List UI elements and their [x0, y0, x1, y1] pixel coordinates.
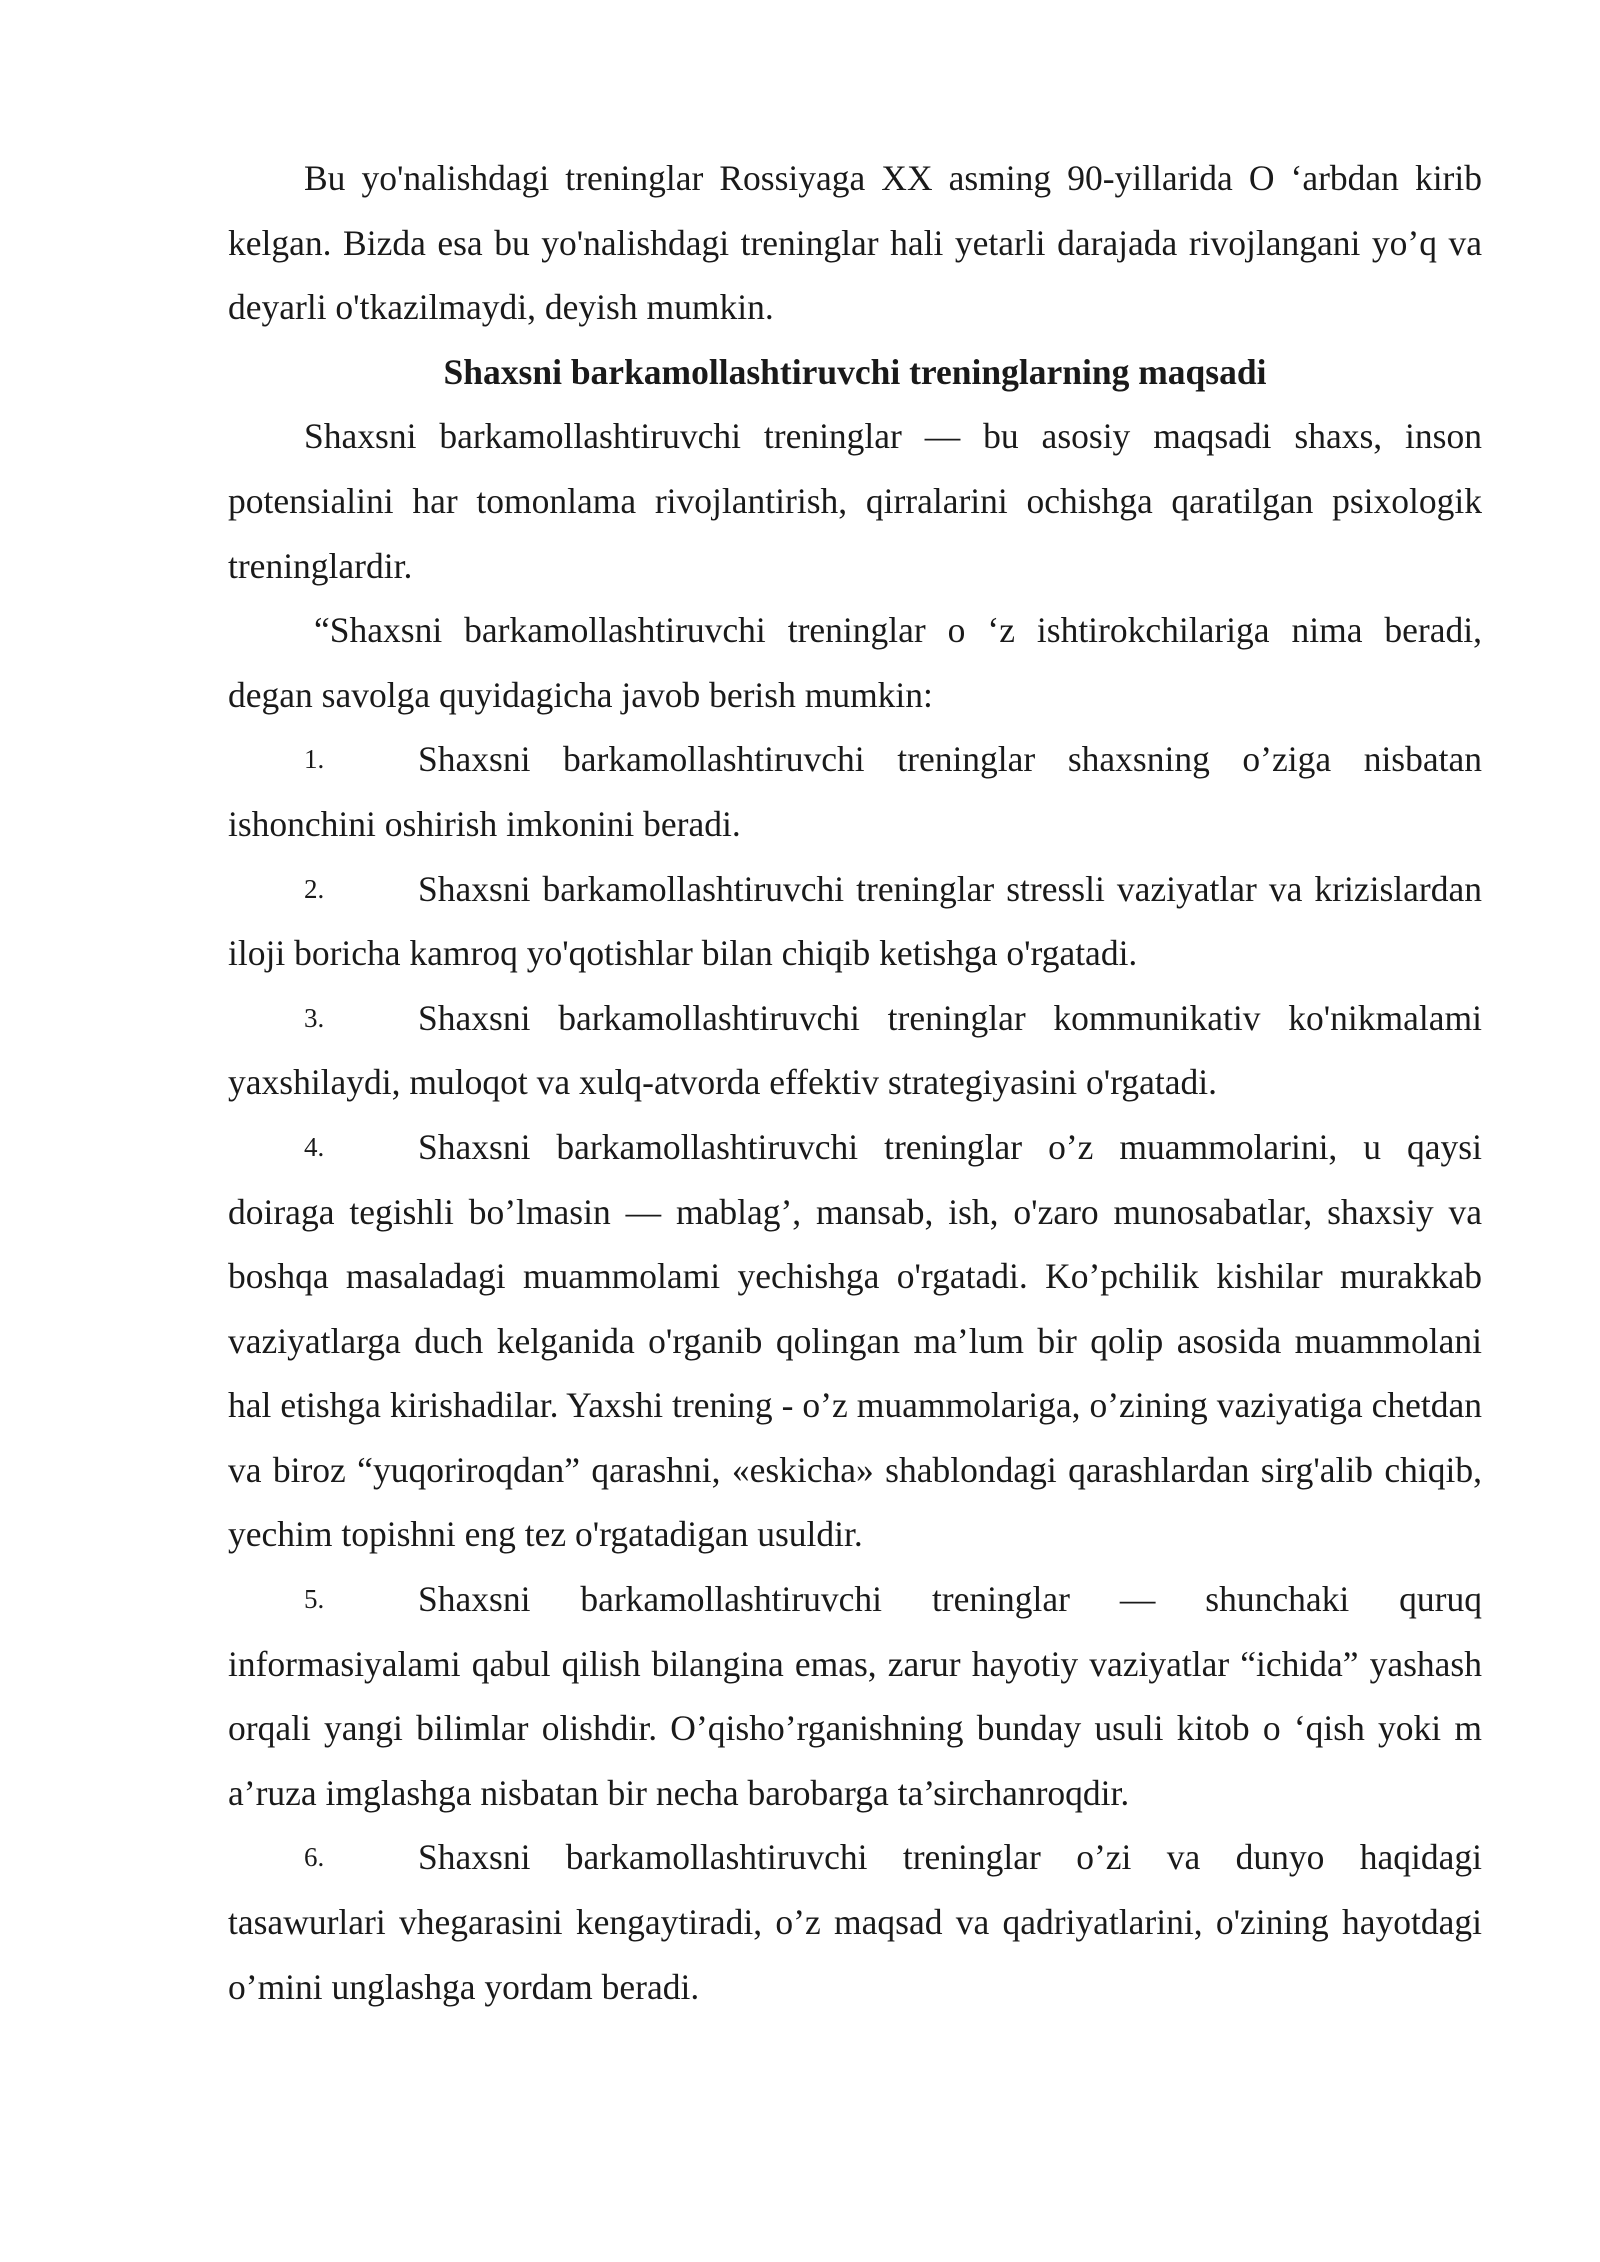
list-item: [228, 986, 1482, 1115]
intro-paragraph: Bu yo'nalishdagi treninglar Rossiyaga XX asming 90-yillarida O ‘arbdan kirib kelgan. Bizda esa bu yo'nalishdagi treninglar hali yetarli darajada rivojlangani yo’q va deyarli o'tkazilmaydi, deyish mumkin.: [228, 158, 1482, 328]
list-item-text: Shaxsni barkamollashtiruvchi treninglar kommunikativ ko'nikmalami yaxshilaydi, muloqot va xulq-atvorda effektiv strategiyasini o'rgatadi.: [228, 997, 1482, 1103]
list-item-number: 6.: [304, 1842, 325, 1873]
section-heading: Shaxsni barkamollashtiruvchi treninglarning maqsadi: [443, 351, 1267, 392]
list-item-number: 1.: [304, 744, 325, 775]
list-item: [228, 727, 1482, 856]
list-item-number: 3.: [304, 1002, 325, 1033]
list-item-text: Shaxsni barkamollashtiruvchi treninglar — shunchaki quruq informasiyalami qabul qilish bilangina emas, zarur hayotiy vaziyatlar “ichida” yashash orqali yangi bilimlar olishdir. O’qisho’rganishning bunday usuli kitob o ‘qish yoki m a’ruza imglashga nisbatan bir necha barobarga ta’sirchanroqdir.: [228, 1579, 1482, 1813]
list-item-number: 5.: [304, 1584, 325, 1615]
list-item-number: 2.: [304, 873, 325, 904]
list-item-text: Shaxsni barkamollashtiruvchi treninglar stressli vaziyatlar va krizislardan iloji boricha kamroq yo'qotishlar bilan chiqib ketishga o'rgatadi.: [228, 868, 1482, 974]
list-item-text: Shaxsni barkamollashtiruvchi treninglar o’zi va dunyo haqidagi tasawurlari vhegarasini kengaytiradi, o’z maqsad va qadriyatlarini, o'zining hayotdagi o’mini unglashga yordam beradi.: [228, 1837, 1482, 2007]
list-item-text: Shaxsni barkamollashtiruvchi treninglar shaxsning o’ziga nisbatan ishonchini oshirish imkonini beradi.: [228, 739, 1482, 844]
list-item-text: Shaxsni barkamollashtiruvchi treninglar o’z muammolarini, u qaysi doiraga tegishli bo’lmasin — mablag’, mansab, ish, o'zaro munosabatlar, shaxsiy va boshqa masaladagi muammolami yechishga o'rgatadi. Ko’pchilik kishilar murakkab vaziyatlarga duch kelganida o'rganib qolingan ma’lum bir qolip asosida muammolani hal etishga kirishadilar. Yaxshi trening - o’z muammolariga, o’zining vaziyatiga chetdan va biroz “yuqoriroqdan” qarashni, «eskicha» shablondagi qarashlardan sirg'alib chiqib, yechim topishni eng tez o'rgatadigan usuldir.: [228, 1126, 1482, 1555]
document-body: [228, 146, 1482, 2019]
list-item: [228, 857, 1482, 986]
numbered-list: [228, 727, 1482, 2019]
question-paragraph: “Shaxsni barkamollashtiruvchi treninglar o ‘z ishtirokchilariga nima beradi, degan savolga quyidagicha javob berish mumkin:: [228, 610, 1482, 715]
list-item: [228, 1115, 1482, 1567]
list-item: [228, 1825, 1482, 2019]
list-item-number: 4.: [304, 1131, 325, 1162]
definition-paragraph: Shaxsni barkamollashtiruvchi treninglar — bu asosiy maqsadi shaxs, inson potensialini har tomonlama rivojlantirish, qirralarini ochishga qaratilgan psixologik treninglardir.: [228, 416, 1482, 586]
list-item: [228, 1567, 1482, 1825]
